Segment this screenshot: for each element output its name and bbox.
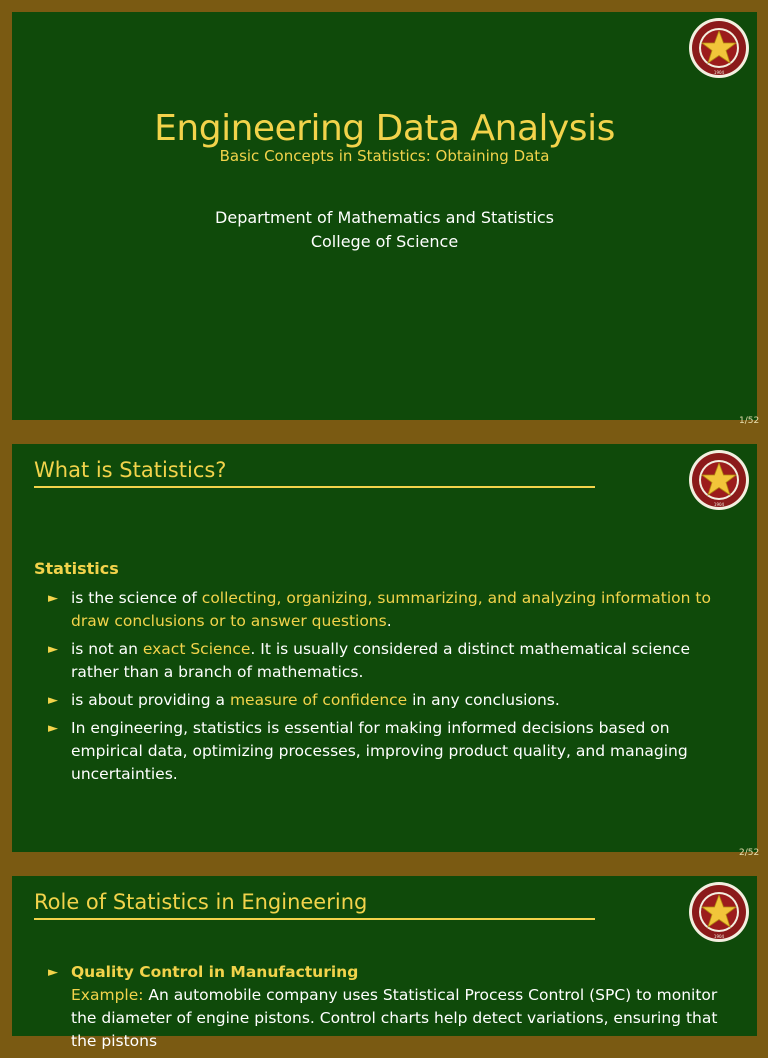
bullet-list xyxy=(48,587,738,791)
list-item xyxy=(48,587,738,633)
example-text: An automobile company uses Statistical Process Control (SPC) to monitor the diameter of engine pistons. Control charts help detect variations, ensuring that the pistons xyxy=(71,986,718,1050)
frame-title: What is Statistics? xyxy=(34,458,227,482)
triangle-bullet-icon: ► xyxy=(48,965,58,980)
list-item xyxy=(48,717,738,786)
bullet-text: is not an xyxy=(71,640,143,658)
bullet-highlight: exact Science xyxy=(142,640,251,658)
bullet-text: is about providing a xyxy=(71,691,230,709)
triangle-bullet-icon: ► xyxy=(48,693,58,708)
triangle-bullet-icon: ► xyxy=(48,591,58,606)
title-rule xyxy=(34,486,595,488)
university-seal-icon xyxy=(688,17,750,79)
page-number: 2/52 xyxy=(739,848,760,858)
page-number: 1/52 xyxy=(739,416,760,426)
department: Department of Mathematics and Statistics xyxy=(215,208,554,227)
list-item xyxy=(48,638,738,684)
title-slide xyxy=(12,12,757,420)
list-item xyxy=(48,689,738,712)
bullet-text: In engineering, statistics is essential for making informed decisions based on empirical data, optimizing processes, improving product quality, and managing uncertainties. xyxy=(71,719,688,783)
seal-year: 1904 xyxy=(713,934,725,939)
bullet-text: is the science of xyxy=(71,589,202,607)
bullet-highlight: collecting, organizing, summarizing, and analyzing information to draw conclusions or to answer questions xyxy=(71,589,711,630)
triangle-bullet-icon: ► xyxy=(48,721,58,736)
role-slide xyxy=(12,876,757,1050)
block-heading: Statistics xyxy=(34,559,119,578)
list-item xyxy=(48,961,738,1053)
seal-year: 1904 xyxy=(713,70,725,75)
university-seal-icon xyxy=(688,449,750,511)
presentation-title: Engineering Data Analysis xyxy=(154,108,615,149)
item-title: Quality Control in Manufacturing xyxy=(71,963,359,981)
seal-year: 1904 xyxy=(713,502,725,507)
presentation-subtitle: Basic Concepts in Statistics: Obtaining Data xyxy=(219,147,550,165)
bullet-list xyxy=(48,961,738,1058)
bullet-text: in any conclusions. xyxy=(407,691,560,709)
college: College of Science xyxy=(310,232,459,251)
frame-title: Role of Statistics in Engineering xyxy=(34,890,368,914)
university-seal-icon xyxy=(688,881,750,943)
bullet-text: . It is usually considered a distinct mathematical science rather than a branch of mathematics. xyxy=(71,640,690,681)
triangle-bullet-icon: ► xyxy=(48,642,58,657)
example-label: Example: xyxy=(71,986,144,1004)
statistics-slide xyxy=(12,444,757,852)
bullet-text: . xyxy=(386,612,392,630)
title-rule xyxy=(34,918,595,920)
bullet-highlight: measure of confidence xyxy=(229,691,408,709)
